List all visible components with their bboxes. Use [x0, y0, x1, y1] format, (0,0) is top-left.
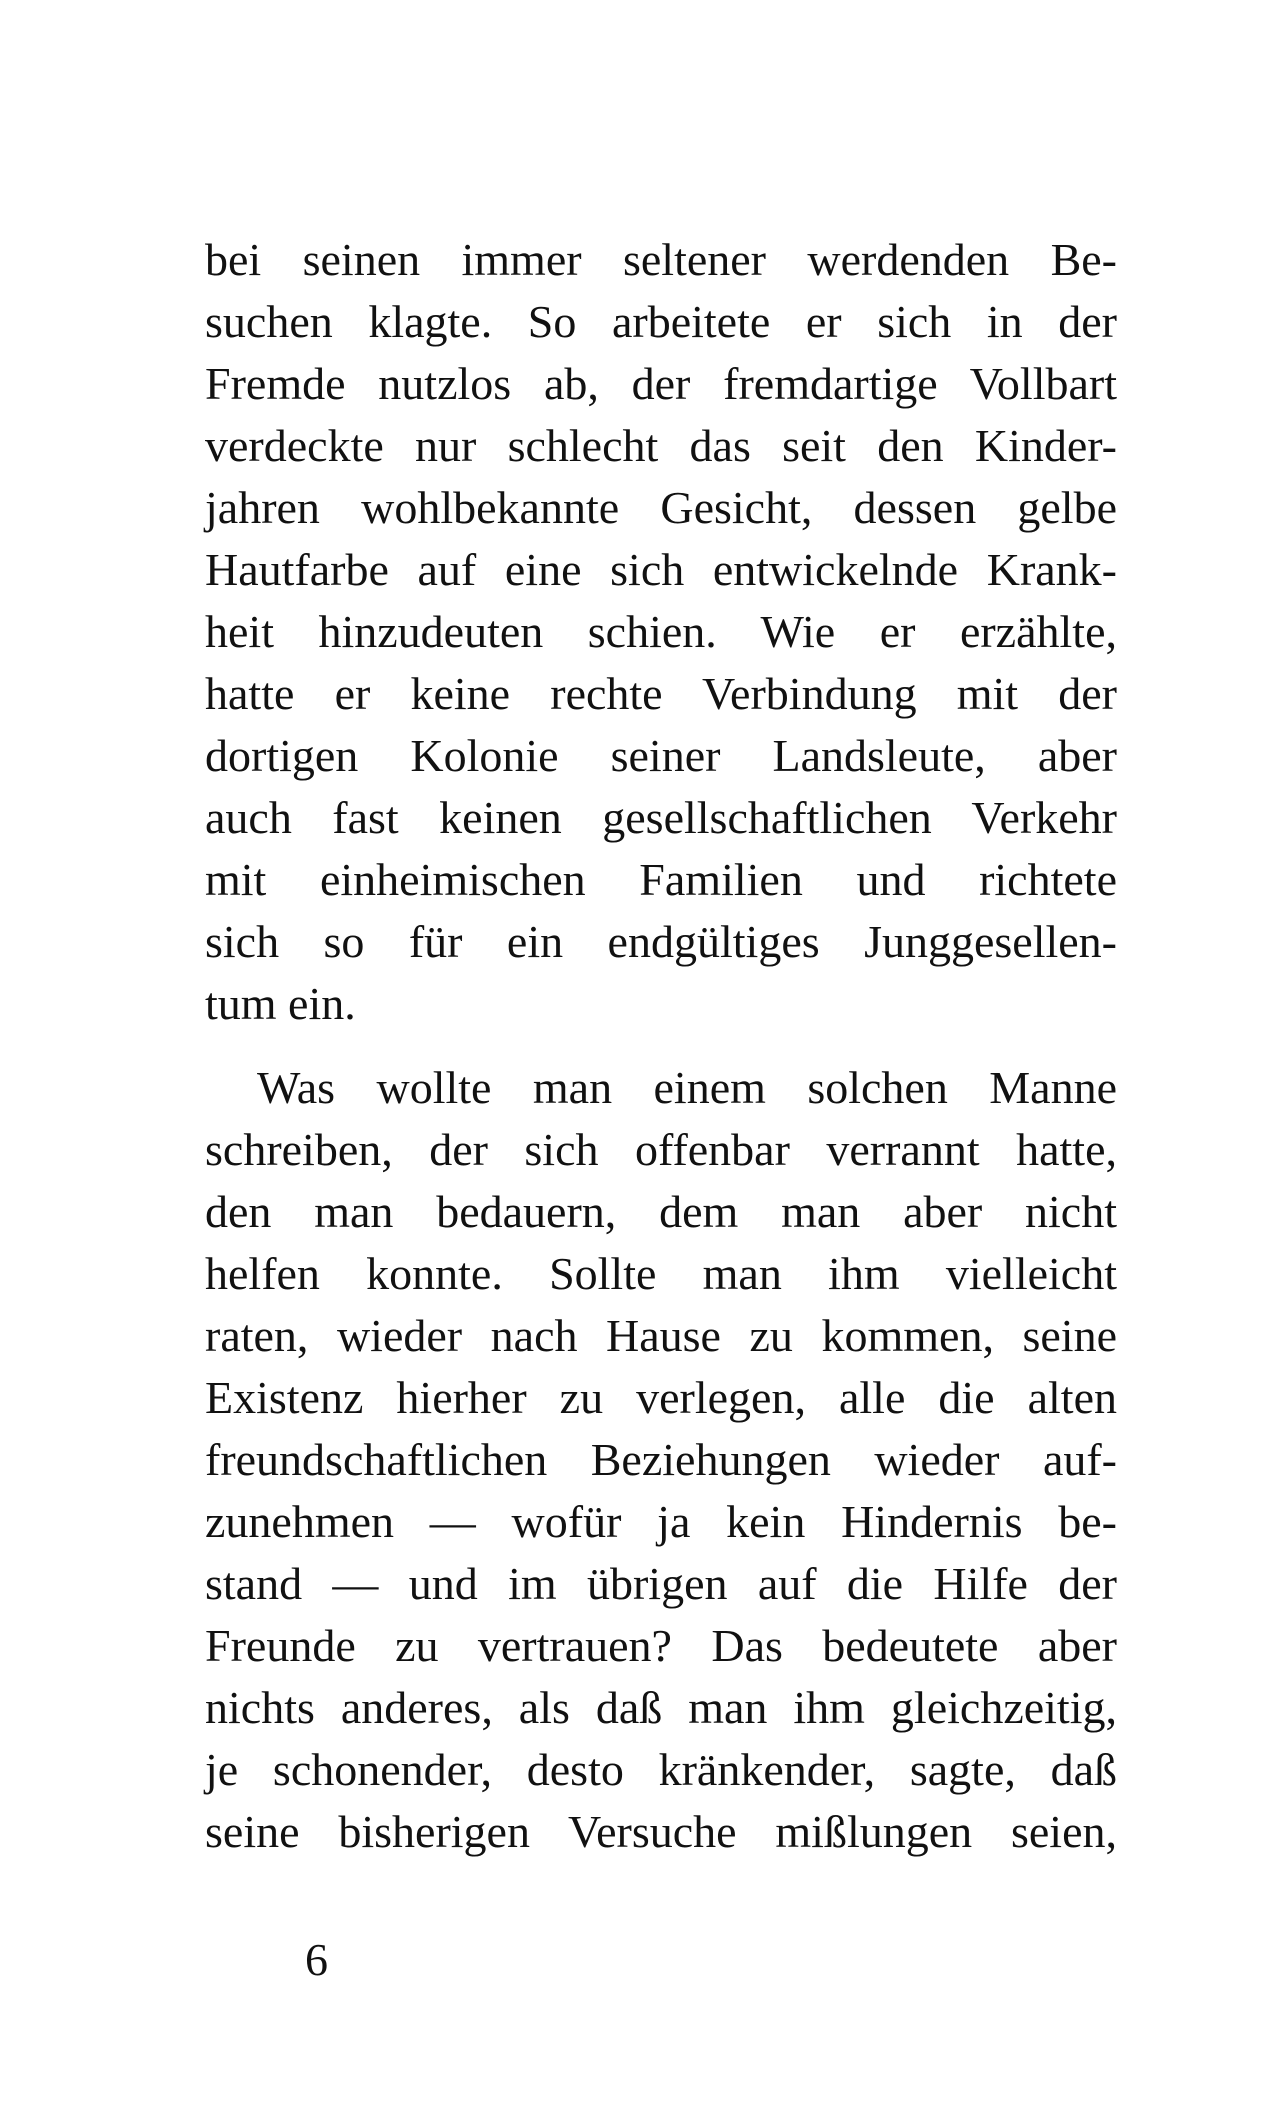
- text-line: je schonender, desto kränkender, sagte, daß: [205, 1744, 1117, 1795]
- paragraph-1: [205, 229, 1117, 1035]
- text-line: schreiben, der sich offenbar verrannt hatte,: [205, 1124, 1117, 1175]
- text-line: sich so für ein endgültiges Junggesellen-: [205, 916, 1117, 967]
- text-line: heit hinzudeuten schien. Wie er erzählte,: [205, 606, 1117, 657]
- text-line: nichts anderes, als daß man ihm gleichzeitig,: [205, 1682, 1117, 1733]
- text-line: dortigen Kolonie seiner Landsleute, aber: [205, 730, 1117, 781]
- page-number: 6: [305, 1934, 328, 1985]
- text-line: tum ein.: [205, 978, 356, 1029]
- text-line: den man bedauern, dem man aber nicht: [205, 1186, 1117, 1237]
- text-line: Fremde nutzlos ab, der fremdartige Vollbart: [205, 358, 1117, 409]
- text-line: Hautfarbe auf eine sich entwickelnde Krank-: [205, 544, 1117, 595]
- text-line: freundschaftlichen Beziehungen wieder auf-: [205, 1434, 1117, 1485]
- text-line: helfen konnte. Sollte man ihm vielleicht: [205, 1248, 1117, 1299]
- paragraph-2: [205, 1057, 1117, 1863]
- text-line: zunehmen — wofür ja kein Hindernis be-: [205, 1496, 1117, 1547]
- text-line: Freunde zu vertrauen? Das bedeutete aber: [205, 1620, 1117, 1671]
- text-line: hatte er keine rechte Verbindung mit der: [205, 668, 1117, 719]
- text-line: mit einheimischen Familien und richtete: [205, 854, 1117, 905]
- text-line: Existenz hierher zu verlegen, alle die alten: [205, 1372, 1117, 1423]
- text-line: seine bisherigen Versuche mißlungen seien,: [205, 1806, 1117, 1857]
- text-line: suchen klagte. So arbeitete er sich in der: [205, 296, 1117, 347]
- text-line: Was wollte man einem solchen Manne: [257, 1062, 1117, 1113]
- text-line: auch fast keinen gesellschaftlichen Verkehr: [205, 792, 1117, 843]
- text-line: raten, wieder nach Hause zu kommen, seine: [205, 1310, 1117, 1361]
- text-line: bei seinen immer seltener werdenden Be-: [205, 234, 1117, 285]
- text-line: jahren wohlbekannte Gesicht, dessen gelbe: [205, 482, 1117, 533]
- text-line: stand — und im übrigen auf die Hilfe der: [205, 1558, 1117, 1609]
- text-line: verdeckte nur schlecht das seit den Kinder-: [205, 420, 1117, 471]
